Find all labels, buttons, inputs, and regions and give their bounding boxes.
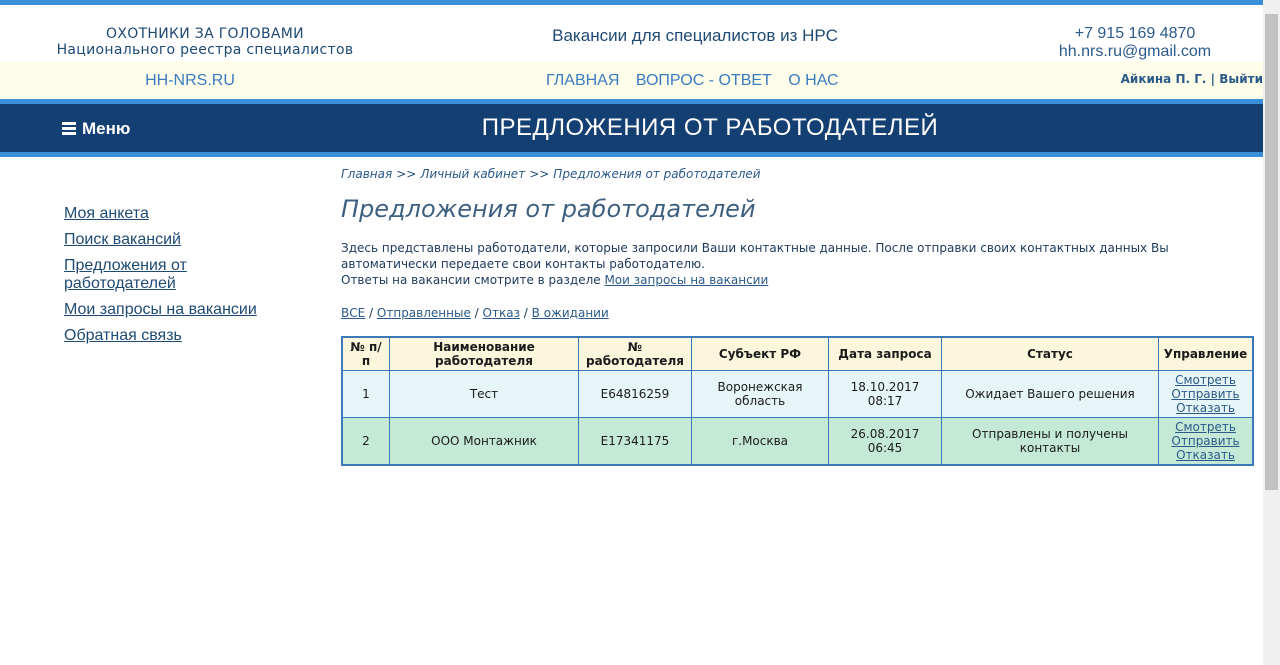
filter-separator: / bbox=[523, 306, 528, 320]
cell-status: Отправлены и получены контакты bbox=[942, 418, 1159, 466]
user-name-link[interactable]: Айкина П. Г. bbox=[1120, 72, 1207, 86]
filter-pending[interactable]: В ожидании bbox=[531, 306, 609, 320]
filter-separator: / bbox=[369, 306, 374, 320]
user-separator: | bbox=[1210, 72, 1216, 86]
table-row bbox=[342, 371, 1253, 418]
sidebar-item-job-search[interactable]: Поиск вакансий bbox=[64, 231, 181, 248]
col-actions: Управление bbox=[1159, 337, 1254, 371]
table-row bbox=[342, 418, 1253, 466]
description bbox=[341, 240, 1253, 288]
view-link[interactable]: Смотреть bbox=[1175, 373, 1236, 387]
my-requests-link[interactable]: Мои запросы на вакансии bbox=[604, 273, 769, 287]
nav-about[interactable]: О НАС bbox=[788, 72, 839, 89]
request-date: 26.08.2017 bbox=[850, 427, 920, 441]
reject-link[interactable]: Отказать bbox=[1176, 401, 1235, 415]
request-time: 06:45 bbox=[867, 441, 903, 455]
request-date: 18.10.2017 bbox=[850, 380, 920, 394]
contacts bbox=[1030, 25, 1240, 61]
breadcrumb-cabinet[interactable]: Личный кабинет bbox=[420, 167, 526, 181]
description-link-prefix: Ответы на вакансии смотрите в разделе bbox=[341, 273, 601, 287]
site-link[interactable]: HH-NRS.RU bbox=[145, 72, 235, 89]
filters bbox=[341, 306, 1253, 320]
vertical-scrollbar[interactable] bbox=[1263, 0, 1280, 665]
brand-line-2: Национального реестра специалистов bbox=[56, 42, 354, 58]
menu-label: Меню bbox=[82, 119, 131, 138]
reject-link[interactable]: Отказать bbox=[1176, 448, 1235, 462]
cell-number: 1 bbox=[342, 371, 390, 418]
offers-table bbox=[341, 336, 1254, 466]
band-title: ПРЕДЛОЖЕНИЯ ОТ РАБОТОДАТЕЛЕЙ bbox=[481, 114, 939, 141]
main-content bbox=[341, 167, 1253, 466]
header bbox=[0, 5, 1263, 61]
logout-link[interactable]: Выйти bbox=[1219, 72, 1263, 86]
breadcrumb-home[interactable]: Главная bbox=[341, 167, 393, 181]
cell-employer-id: E64816259 bbox=[579, 371, 692, 418]
email[interactable]: hh.nrs.ru@gmail.com bbox=[1058, 43, 1212, 60]
col-status: Статус bbox=[942, 337, 1159, 371]
cell-actions bbox=[1159, 371, 1254, 418]
view-link[interactable]: Смотреть bbox=[1175, 420, 1236, 434]
breadcrumb-current[interactable]: Предложения от работодателей bbox=[553, 167, 761, 181]
cell-region: Воронежская область bbox=[692, 371, 829, 418]
sidebar-item-employer-offers[interactable]: Предложения от работодателей bbox=[64, 257, 187, 292]
sidebar-item-feedback[interactable]: Обратная связь bbox=[64, 327, 182, 344]
description-text: Здесь представлены работодатели, которые запросили Ваши контактные данные. После отправки своих контактных данных Вы автоматически передаете свои контакты работодателю. bbox=[341, 241, 1169, 271]
request-time: 08:17 bbox=[867, 394, 903, 408]
sidebar-item-my-requests[interactable]: Мои запросы на вакансии bbox=[64, 301, 257, 318]
breadcrumb-separator: >> bbox=[529, 167, 550, 181]
scrollbar-thumb[interactable] bbox=[1265, 14, 1278, 490]
filter-sent[interactable]: Отправленные bbox=[376, 306, 471, 320]
col-employer-name: Наименование работодателя bbox=[390, 337, 579, 371]
send-link[interactable]: Отправить bbox=[1171, 387, 1240, 401]
filter-separator: / bbox=[474, 306, 479, 320]
phone: +7 915 169 4870 bbox=[1074, 25, 1196, 42]
nav-faq[interactable]: ВОПРОС - ОТВЕТ bbox=[635, 72, 772, 89]
tagline: Вакансии для специалистов из НРС bbox=[552, 26, 838, 45]
brand-line-1: ОХОТНИКИ ЗА ГОЛОВАМИ bbox=[106, 26, 304, 42]
cell-request-date bbox=[829, 418, 942, 466]
breadcrumb bbox=[341, 167, 1253, 181]
send-link[interactable]: Отправить bbox=[1171, 434, 1240, 448]
col-number: № п/п bbox=[342, 337, 390, 371]
cell-employer-name: Тест bbox=[390, 371, 579, 418]
menu-button[interactable] bbox=[62, 119, 130, 139]
sidebar-item-my-profile[interactable]: Моя анкета bbox=[64, 205, 149, 222]
col-region: Субъект РФ bbox=[692, 337, 829, 371]
cell-employer-id: E17341175 bbox=[579, 418, 692, 466]
cell-region: г.Москва bbox=[692, 418, 829, 466]
sidebar bbox=[64, 205, 264, 353]
breadcrumb-separator: >> bbox=[396, 167, 417, 181]
col-employer-id: № работодателя bbox=[579, 337, 692, 371]
hamburger-icon bbox=[62, 122, 76, 136]
page-title: Предложения от работодателей bbox=[341, 195, 756, 223]
table-header-row bbox=[342, 337, 1253, 371]
description-link-line bbox=[341, 272, 1253, 288]
cell-employer-name: ООО Монтажник bbox=[390, 418, 579, 466]
cell-number: 2 bbox=[342, 418, 390, 466]
title-band bbox=[0, 104, 1263, 152]
nav-home[interactable]: ГЛАВНАЯ bbox=[546, 72, 620, 89]
main-nav bbox=[546, 72, 851, 90]
navbar bbox=[0, 61, 1263, 99]
user-box bbox=[1121, 72, 1263, 86]
filter-all[interactable]: ВСЕ bbox=[341, 306, 366, 320]
filter-rejected[interactable]: Отказ bbox=[482, 306, 520, 320]
col-request-date: Дата запроса bbox=[829, 337, 942, 371]
brand[interactable] bbox=[40, 26, 370, 58]
cell-status: Ожидает Вашего решения bbox=[942, 371, 1159, 418]
cell-request-date bbox=[829, 371, 942, 418]
cell-actions bbox=[1159, 418, 1254, 466]
band-stripe-bottom bbox=[0, 152, 1263, 157]
